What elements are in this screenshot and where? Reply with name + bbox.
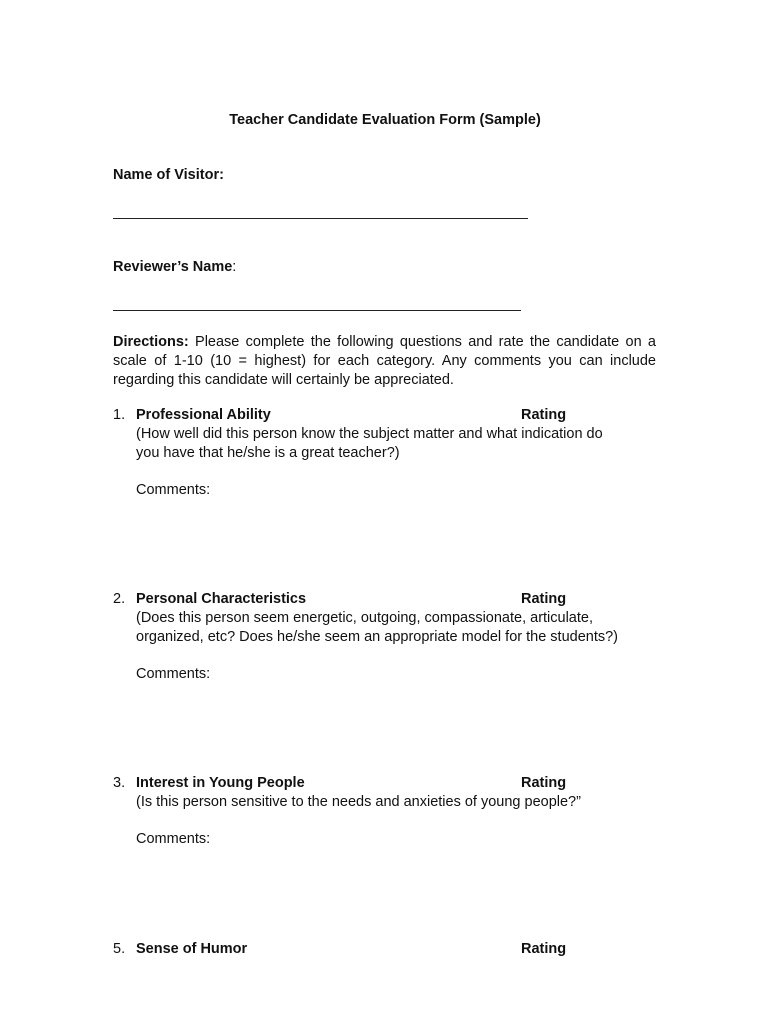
question-number: 3. bbox=[113, 775, 126, 791]
rating-label: Rating bbox=[521, 775, 567, 791]
comments-label: Comments: bbox=[136, 831, 211, 847]
question-description-line: (Is this person sensitive to the needs and anxieties of young people?” bbox=[136, 794, 581, 810]
question-number: 5. bbox=[113, 941, 126, 957]
question-description-line: organized, etc? Does he/she seem an appropriate model for the students?) bbox=[136, 629, 619, 645]
reviewer-name-colon: : bbox=[232, 259, 237, 275]
question-description-line: you have that he/she is a great teacher?) bbox=[136, 445, 400, 461]
visitor-name-label-text: Name of Visitor: bbox=[113, 167, 224, 183]
comments-label: Comments: bbox=[136, 482, 211, 498]
question-number: 1. bbox=[113, 407, 126, 423]
directions-text: Please complete the following questions and rate the candidate on a scale of 1-10 (10 = highest) for each category. Any comments you can include regarding this candidate will certainly be appreciated. bbox=[113, 334, 656, 388]
question-heading: Sense of Humor bbox=[136, 941, 248, 957]
rating-label: Rating bbox=[521, 591, 567, 607]
reviewer-name-line[interactable] bbox=[113, 310, 521, 311]
directions-label: Directions: bbox=[113, 334, 189, 350]
question-description bbox=[136, 609, 646, 647]
question-description bbox=[136, 425, 646, 463]
question-heading: Professional Ability bbox=[136, 407, 271, 423]
question-description-line: (How well did this person know the subject matter and what indication do bbox=[136, 426, 603, 442]
question-item bbox=[113, 774, 673, 854]
comments-label: Comments: bbox=[136, 666, 211, 682]
question-item bbox=[113, 590, 673, 690]
question-number: 2. bbox=[113, 591, 126, 607]
form-title: Teacher Candidate Evaluation Form (Sample) bbox=[229, 112, 541, 128]
visitor-name-label bbox=[113, 167, 224, 183]
question-item bbox=[113, 940, 673, 964]
question-heading: Personal Characteristics bbox=[136, 591, 307, 607]
directions-paragraph bbox=[113, 333, 656, 390]
question-description-line: (Does this person seem energetic, outgoing, compassionate, articulate, bbox=[136, 610, 593, 626]
rating-label: Rating bbox=[521, 941, 567, 957]
visitor-name-line[interactable] bbox=[113, 218, 528, 219]
rating-label: Rating bbox=[521, 407, 567, 423]
reviewer-name-label-text: Reviewer’s Name bbox=[113, 259, 233, 275]
question-item bbox=[113, 406, 673, 506]
reviewer-name-label bbox=[113, 259, 236, 275]
question-heading: Interest in Young People bbox=[136, 775, 305, 791]
question-description bbox=[136, 793, 646, 812]
